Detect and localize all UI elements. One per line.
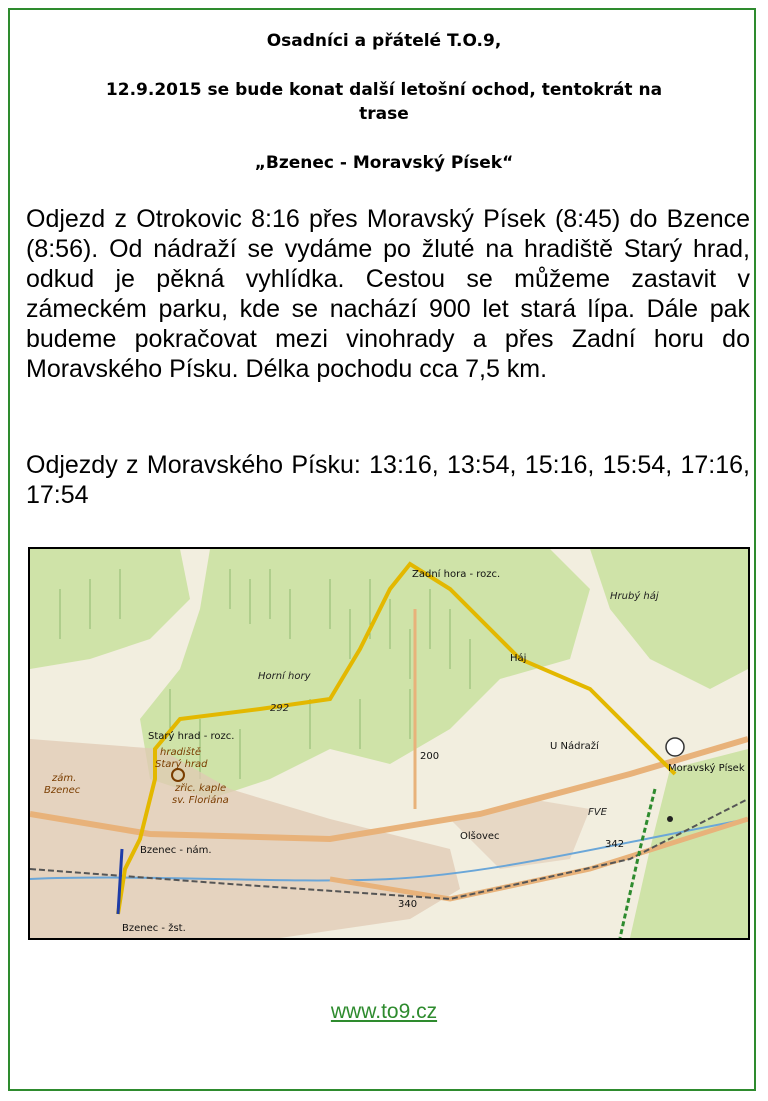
route-map-svg [30,549,748,938]
label-stary-hrad-rozc: Starý hrad - rozc. [148,731,235,742]
label-elevation-292: 292 [270,703,290,714]
label-road-200: 200 [420,751,440,762]
announcement-line-1: 12.9.2015 se bude konat další letošní ochod, tentokrát na [105,80,663,100]
announcement-line-2: trase [359,104,409,124]
website-link[interactable]: www.to9.cz [330,1000,438,1023]
label-haj: Háj [510,653,527,664]
departure-times: Odjezdy z Moravského Písku: 13:16, 13:54, 15:16, 15:54, 17:16, 17:54 [26,451,750,509]
landmark-icon [667,816,673,822]
label-kaple-2: sv. Floriána [172,795,229,806]
label-road-342: 342 [605,839,625,850]
label-fve: FVE [588,807,607,818]
label-horni-hory: Horní hory [258,671,311,682]
greeting-heading: Osadníci a přátelé T.O.9, [266,31,502,51]
label-kaple-1: zřic. kaple [175,783,227,794]
label-hradiste-1: hradiště [160,747,201,758]
label-zam-1: zám. [52,773,77,784]
label-u-nadrazi: U Nádraží [550,741,599,752]
label-zadni-hora: Zadní hora - rozc. [412,569,501,580]
label-olsovec: Olšovec [460,831,500,842]
route-map [28,547,750,940]
label-hradiste-2: Starý hrad [155,759,208,770]
route-title: „Bzenec - Moravský Písek“ [254,153,514,173]
label-moravsky-pisek: Moravský Písek [668,763,745,774]
label-hruby-haj: Hrubý háj [610,591,659,602]
label-road-340: 340 [398,899,418,910]
station-icon [666,738,684,756]
label-bzenec-zst: Bzenec - žst. [122,923,186,934]
trip-description: Odjezd z Otrokovic 8:16 přes Moravský Písek (8:45) do Bzence (8:56). Od nádraží se vydáme po žluté na hradiště Starý hrad, odkud je pěkná vyhlídka. Cestou se můžeme zastavit v zámeckém parku, kde se nachází 900 let stará lípa. Dále pak budeme pokračovat mezi vinohrady a přes Zadní horu do Moravského Písku. Délka pochodu cca 7,5 km. [26,205,750,383]
label-zam-2: Bzenec [44,785,81,796]
label-bzenec-nam: Bzenec - nám. [140,845,212,856]
